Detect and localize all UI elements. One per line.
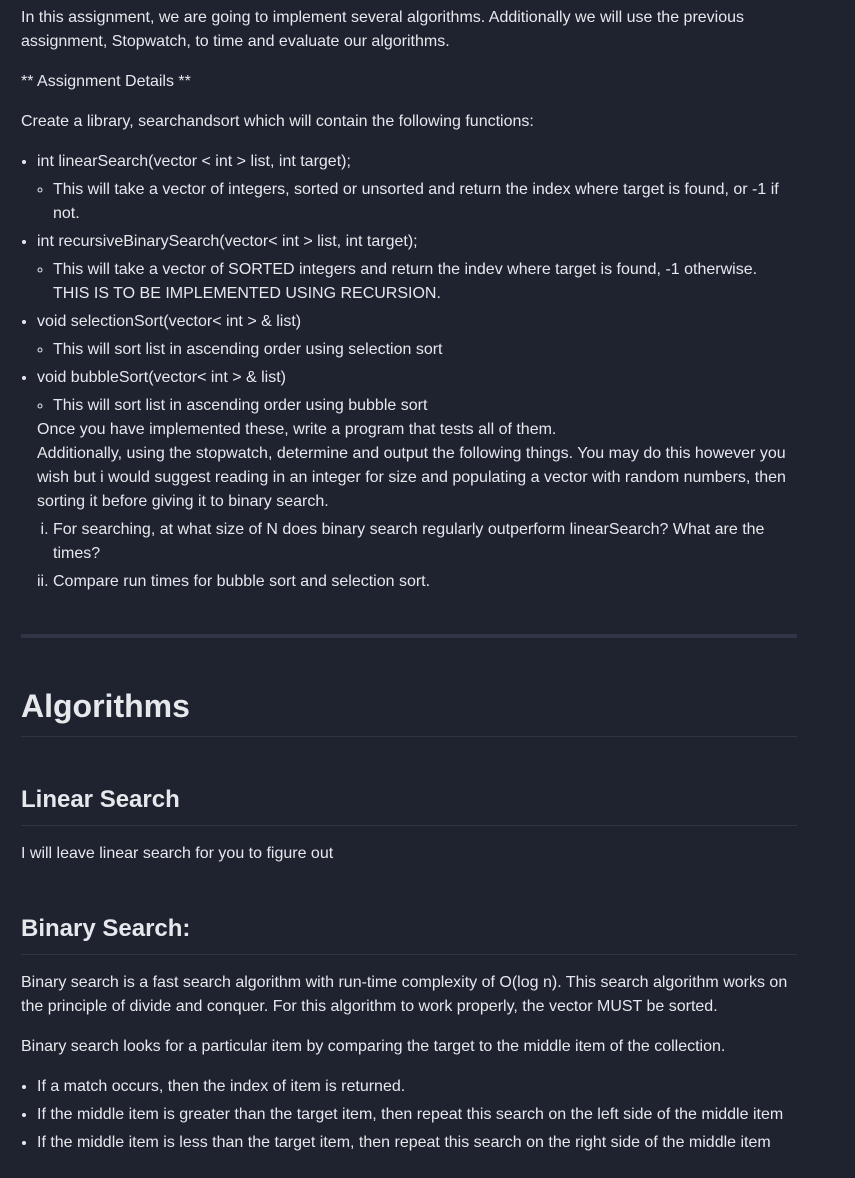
after-list-line-1: Once you have implemented these, write a program that tests all of them. — [37, 421, 557, 438]
binary-search-paragraph-2: Binary search looks for a particular item by comparing the target to the middle item of the collection. — [21, 1038, 726, 1055]
function-description: ◦ This will sort list in ascending order using selection sort — [53, 338, 797, 362]
binary-search-steps — [21, 1075, 797, 1155]
question-list — [37, 518, 797, 594]
details-heading: ** Assignment Details ** — [21, 73, 191, 90]
function-item — [37, 150, 797, 226]
function-item — [37, 310, 797, 362]
binary-search-heading: Binary Search: — [21, 914, 797, 955]
function-description: ◦ This will take a vector of integers, sorted or unsorted and return the index where target is found, or -1 if not. — [53, 178, 797, 226]
linear-search-heading: Linear Search — [21, 785, 797, 826]
function-item — [37, 230, 797, 306]
function-signature: int recursiveBinarySearch(vector< int > list, int target); — [37, 233, 418, 250]
document — [21, 0, 797, 1155]
list-item: • If the middle item is greater than the target item, then repeat this search on the left side of the middle item — [37, 1103, 797, 1127]
function-list — [21, 150, 797, 594]
list-item: • If a match occurs, then the index of item is returned. — [37, 1075, 797, 1099]
function-item — [37, 366, 797, 594]
intro-paragraph: In this assignment, we are going to implement several algorithms. Additionally we will use the previous assignment, Stopwatch, to time and evaluate our algorithms. — [21, 9, 745, 50]
linear-search-text: I will leave linear search for you to figure out — [21, 845, 334, 862]
algorithms-heading: Algorithms — [21, 686, 797, 737]
horizontal-divider — [21, 634, 797, 638]
question-item: i. For searching, at what size of N does binary search regularly outperform linearSearch? What are the times? — [53, 518, 797, 566]
binary-search-paragraph-1: Binary search is a fast search algorithm with run-time complexity of O(log n). This search algorithm works on the principle of divide and conquer. For this algorithm to work properly, the vector MUST be sorted. — [21, 974, 788, 1015]
function-signature: void selectionSort(vector< int > & list) — [37, 313, 302, 330]
function-description: ◦ This will take a vector of SORTED integers and return the indev where target is found, -1 otherwise. THIS IS TO BE IMPLEMENTED USING RECURSION. — [53, 258, 797, 306]
after-list-line-2: Additionally, using the stopwatch, determine and output the following things. You may do this however you wish but i would suggest reading in an integer for size and populating a vector with random numbers, then sorting it before giving it to binary search. — [37, 445, 786, 510]
question-item: ii. Compare run times for bubble sort and selection sort. — [53, 570, 797, 594]
list-item: • If the middle item is less than the target item, then repeat this search on the right side of the middle item — [37, 1131, 797, 1155]
function-signature: void bubbleSort(vector< int > & list) — [37, 369, 287, 386]
function-signature: int linearSearch(vector < int > list, int target); — [37, 153, 351, 170]
function-description: ◦ This will sort list in ascending order using bubble sort — [53, 394, 797, 418]
create-library-paragraph: Create a library, searchandsort which will contain the following functions: — [21, 113, 534, 130]
